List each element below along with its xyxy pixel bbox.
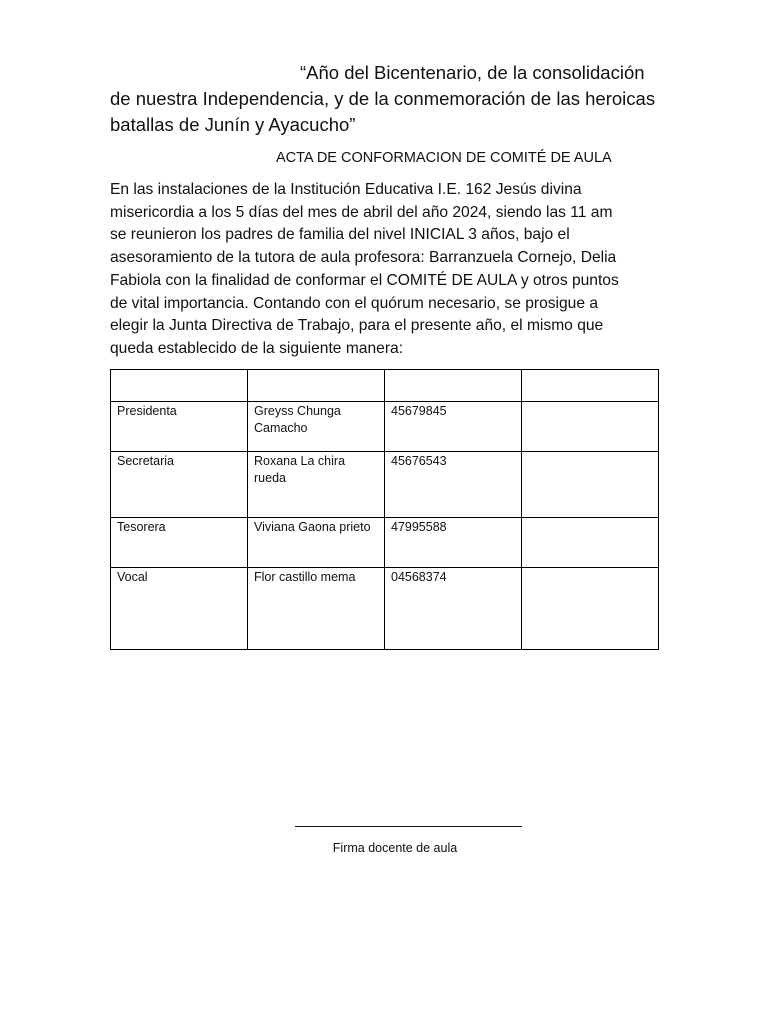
body-line: se reunieron los padres de familia del nivel INICIAL 3 años, bajo el xyxy=(110,226,570,244)
acta-title: ACTA DE CONFORMACION DE COMITÉ DE AULA xyxy=(276,150,612,166)
dni-cell: 45679845 xyxy=(385,402,522,452)
table-row xyxy=(111,568,659,650)
role-cell: Vocal xyxy=(111,568,248,650)
empty-cell xyxy=(522,568,659,650)
empty-cell xyxy=(522,518,659,568)
table-row xyxy=(111,452,659,518)
dni-cell: 47995588 xyxy=(385,518,522,568)
name-cell: Flor castillo mema xyxy=(248,568,385,650)
body-line: Fabiola con la finalidad de conformar el COMITÉ DE AULA y otros puntos xyxy=(110,271,619,289)
role-cell: Tesorera xyxy=(111,518,248,568)
name-cell: Greyss Chunga Camacho xyxy=(248,402,385,452)
table-header-cell xyxy=(522,370,659,402)
dni-cell: 04568374 xyxy=(385,568,522,650)
body-line: elegir la Junta Directiva de Trabajo, para el presente año, el mismo que xyxy=(110,317,604,335)
role-cell: Secretaria xyxy=(111,452,248,518)
body-line: misericordia a los 5 días del mes de abril del año 2024, siendo las 11 am xyxy=(110,203,613,221)
body-line: de vital importancia. Contando con el quórum necesario, se prosigue a xyxy=(110,294,599,312)
table-row xyxy=(111,402,659,452)
role-cell: Presidenta xyxy=(111,402,248,452)
body-line: asesoramiento de la tutora de aula profesora: Barranzuela Cornejo, Delia xyxy=(110,249,617,267)
empty-cell xyxy=(522,452,659,518)
signature-label: Firma docente de aula xyxy=(332,841,458,855)
name-cell: Viviana Gaona prieto xyxy=(248,518,385,568)
signature-line xyxy=(295,826,522,827)
table-header-cell xyxy=(111,370,248,402)
table-header-cell xyxy=(385,370,522,402)
committee-table xyxy=(110,369,659,650)
body-line: En las instalaciones de la Institución Educativa I.E. 162 Jesús divina xyxy=(110,181,582,198)
table-row xyxy=(111,518,659,568)
acta-body xyxy=(110,179,658,361)
body-line: queda establecido de la siguiente manera: xyxy=(110,339,404,357)
empty-cell xyxy=(522,402,659,452)
table-header-cell xyxy=(248,370,385,402)
name-cell: Roxana La chira rueda xyxy=(248,452,385,518)
year-title: “Año del Bicentenario, de la consolidación de nuestra Independencia, y de la conmemoración de las heroicas batallas de Junín y Ayacucho” xyxy=(110,62,656,135)
table-header-row xyxy=(111,370,659,402)
dni-cell: 45676543 xyxy=(385,452,522,518)
